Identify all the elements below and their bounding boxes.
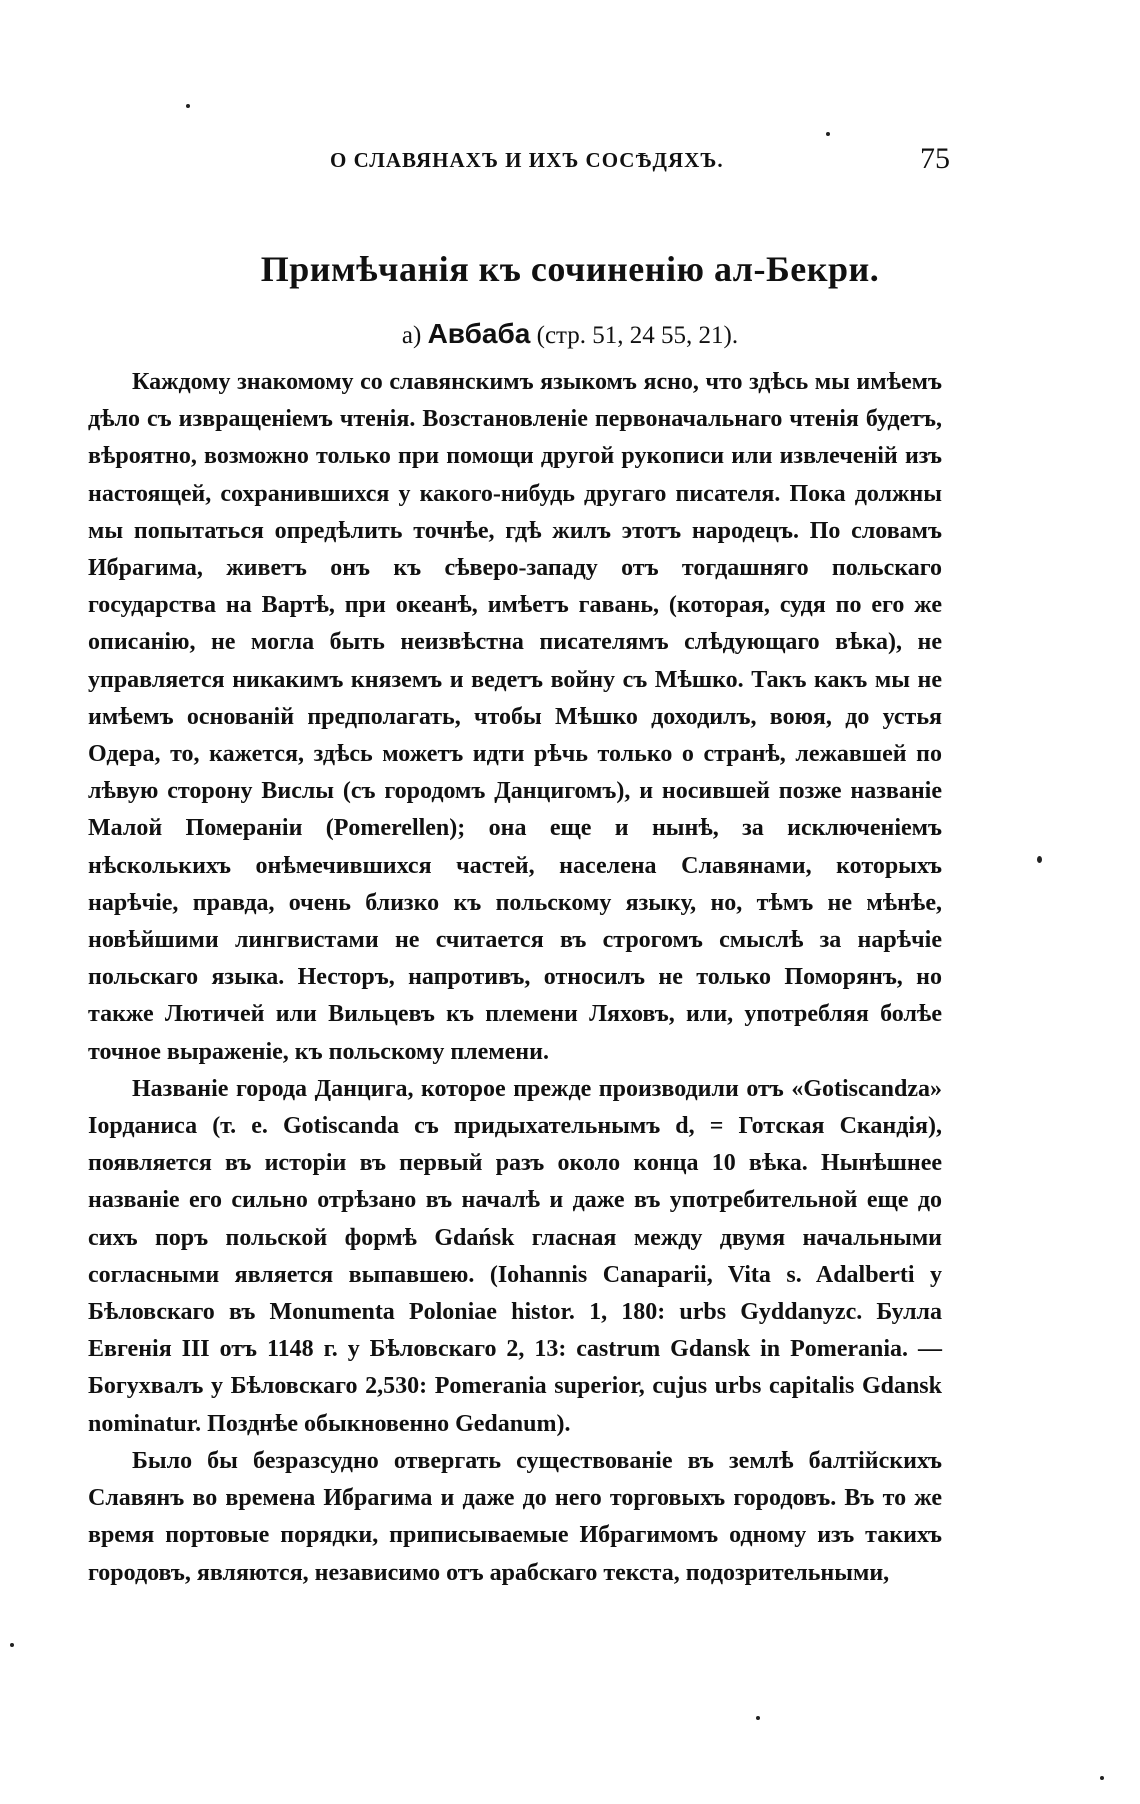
subsection-letter: а): [401, 322, 422, 349]
section-title: Примѣчанія къ сочиненію ал-Бекри.: [260, 249, 880, 289]
running-head: [90, 142, 950, 188]
paragraph-baltic-towns: Было бы безразсудно отвергать существованіе въ землѣ балтійскихъ Славянъ во времена Ибрагима и даже до него торговыхъ городовъ. Въ то же время портовые порядки, приписываемые Ибрагимомъ одному изъ такихъ городовъ, являются, независимо отъ арабскаго текста, подозрительными,: [88, 1447, 942, 1586]
subsection-name: Авбаба: [427, 318, 531, 349]
scan-speck: [186, 104, 190, 108]
running-title: О СЛАВЯНАХЪ И ИХЪ СОСѢДЯХЪ.: [330, 148, 724, 172]
subsection-heading: [0, 318, 1140, 350]
subsection-reference: (стр. 51, 24 55, 21).: [536, 322, 739, 349]
scan-speck: [756, 1716, 760, 1720]
scan-speck: [1037, 856, 1042, 863]
scan-speck: [1100, 1776, 1104, 1780]
body-text: [88, 364, 942, 1592]
page-number: 75: [920, 142, 950, 175]
paragraph-avbaba-location: Каждому знакомому со славянскимъ языкомъ ясно, что здѣсь мы имѣемъ дѣло съ извращеніемъ чтенія. Возстановленіе первоначальнаго чтенія будетъ, вѣроятно, возможно только при помощи другой рукописи или извлеченій изъ настоящей, сохранившихся у какого-нибудь другаго писателя. Пока должны мы попытаться опредѣлить точнѣе, гдѣ жилъ этотъ народецъ. По словамъ Ибрагима, живетъ онъ къ сѣверо-западу отъ тогдашняго польскаго государства на Вартѣ, при океанѣ, имѣетъ гавань, (которая, судя по его же описанію, не могла быть неизвѣстна писателямъ слѣдующаго вѣка), не управляется никакимъ княземъ и ведетъ войну съ Мѣшко. Такъ какъ мы не имѣемъ основаній предполагать, чтобы Мѣшко доходилъ, воюя, до устья Одера, то, кажется, здѣсь можетъ идти рѣчь только о странѣ, лежавшей по лѣвую сторону Вислы (съ городомъ Данцигомъ), и носившей позже названіе Малой Помераніи (Pomerellen); она еще и нынѣ, за исключеніемъ нѣсколькихъ онѣмечившихся частей, населена Славянами, которыхъ нарѣчіе, правда, очень близко къ польскому языку, но, тѣмъ не мѣнѣе, новѣйшими лингвистами не считается въ строгомъ смыслѣ за нарѣчіе польскаго языка. Несторъ, напротивъ, относилъ не только Поморянъ, но также Лютичей или Вильцевъ къ племени Ляховъ, или, употребляя болѣе точное выраженіе, къ польскому племени.: [88, 369, 942, 1065]
scan-speck: [10, 1643, 14, 1647]
scan-speck: [826, 132, 830, 136]
paragraph-danzig-name: Названіе города Данцига, которое прежде производили отъ «Gotiscandza» Іорданиса (т. е. Gotiscanda съ придыхательнымъ d, = Готская Скандія), появляется въ исторіи въ первый разъ около конца 10 вѣка. Нынѣшнее названіе его сильно отрѣзано въ началѣ и даже въ употребительной еще до сихъ поръ польской формѣ Gdańsk гласная между двумя начальными согласными является выпавшею. (Iohannis Canaparii, Vita s. Adalberti у Бѣловскаго въ Monumenta Poloniae histor. 1, 180: urbs Gyddanyzc. Булла Евгенія III отъ 1148 г. у Бѣловскаго 2, 13: castrum Gdansk in Pomerania. — Богухвалъ у Бѣловскаго 2,530: Pomerania superior, cujus urbs capitalis Gdansk nominatur. Позднѣе обыкновенно Gedanum).: [88, 1075, 942, 1437]
